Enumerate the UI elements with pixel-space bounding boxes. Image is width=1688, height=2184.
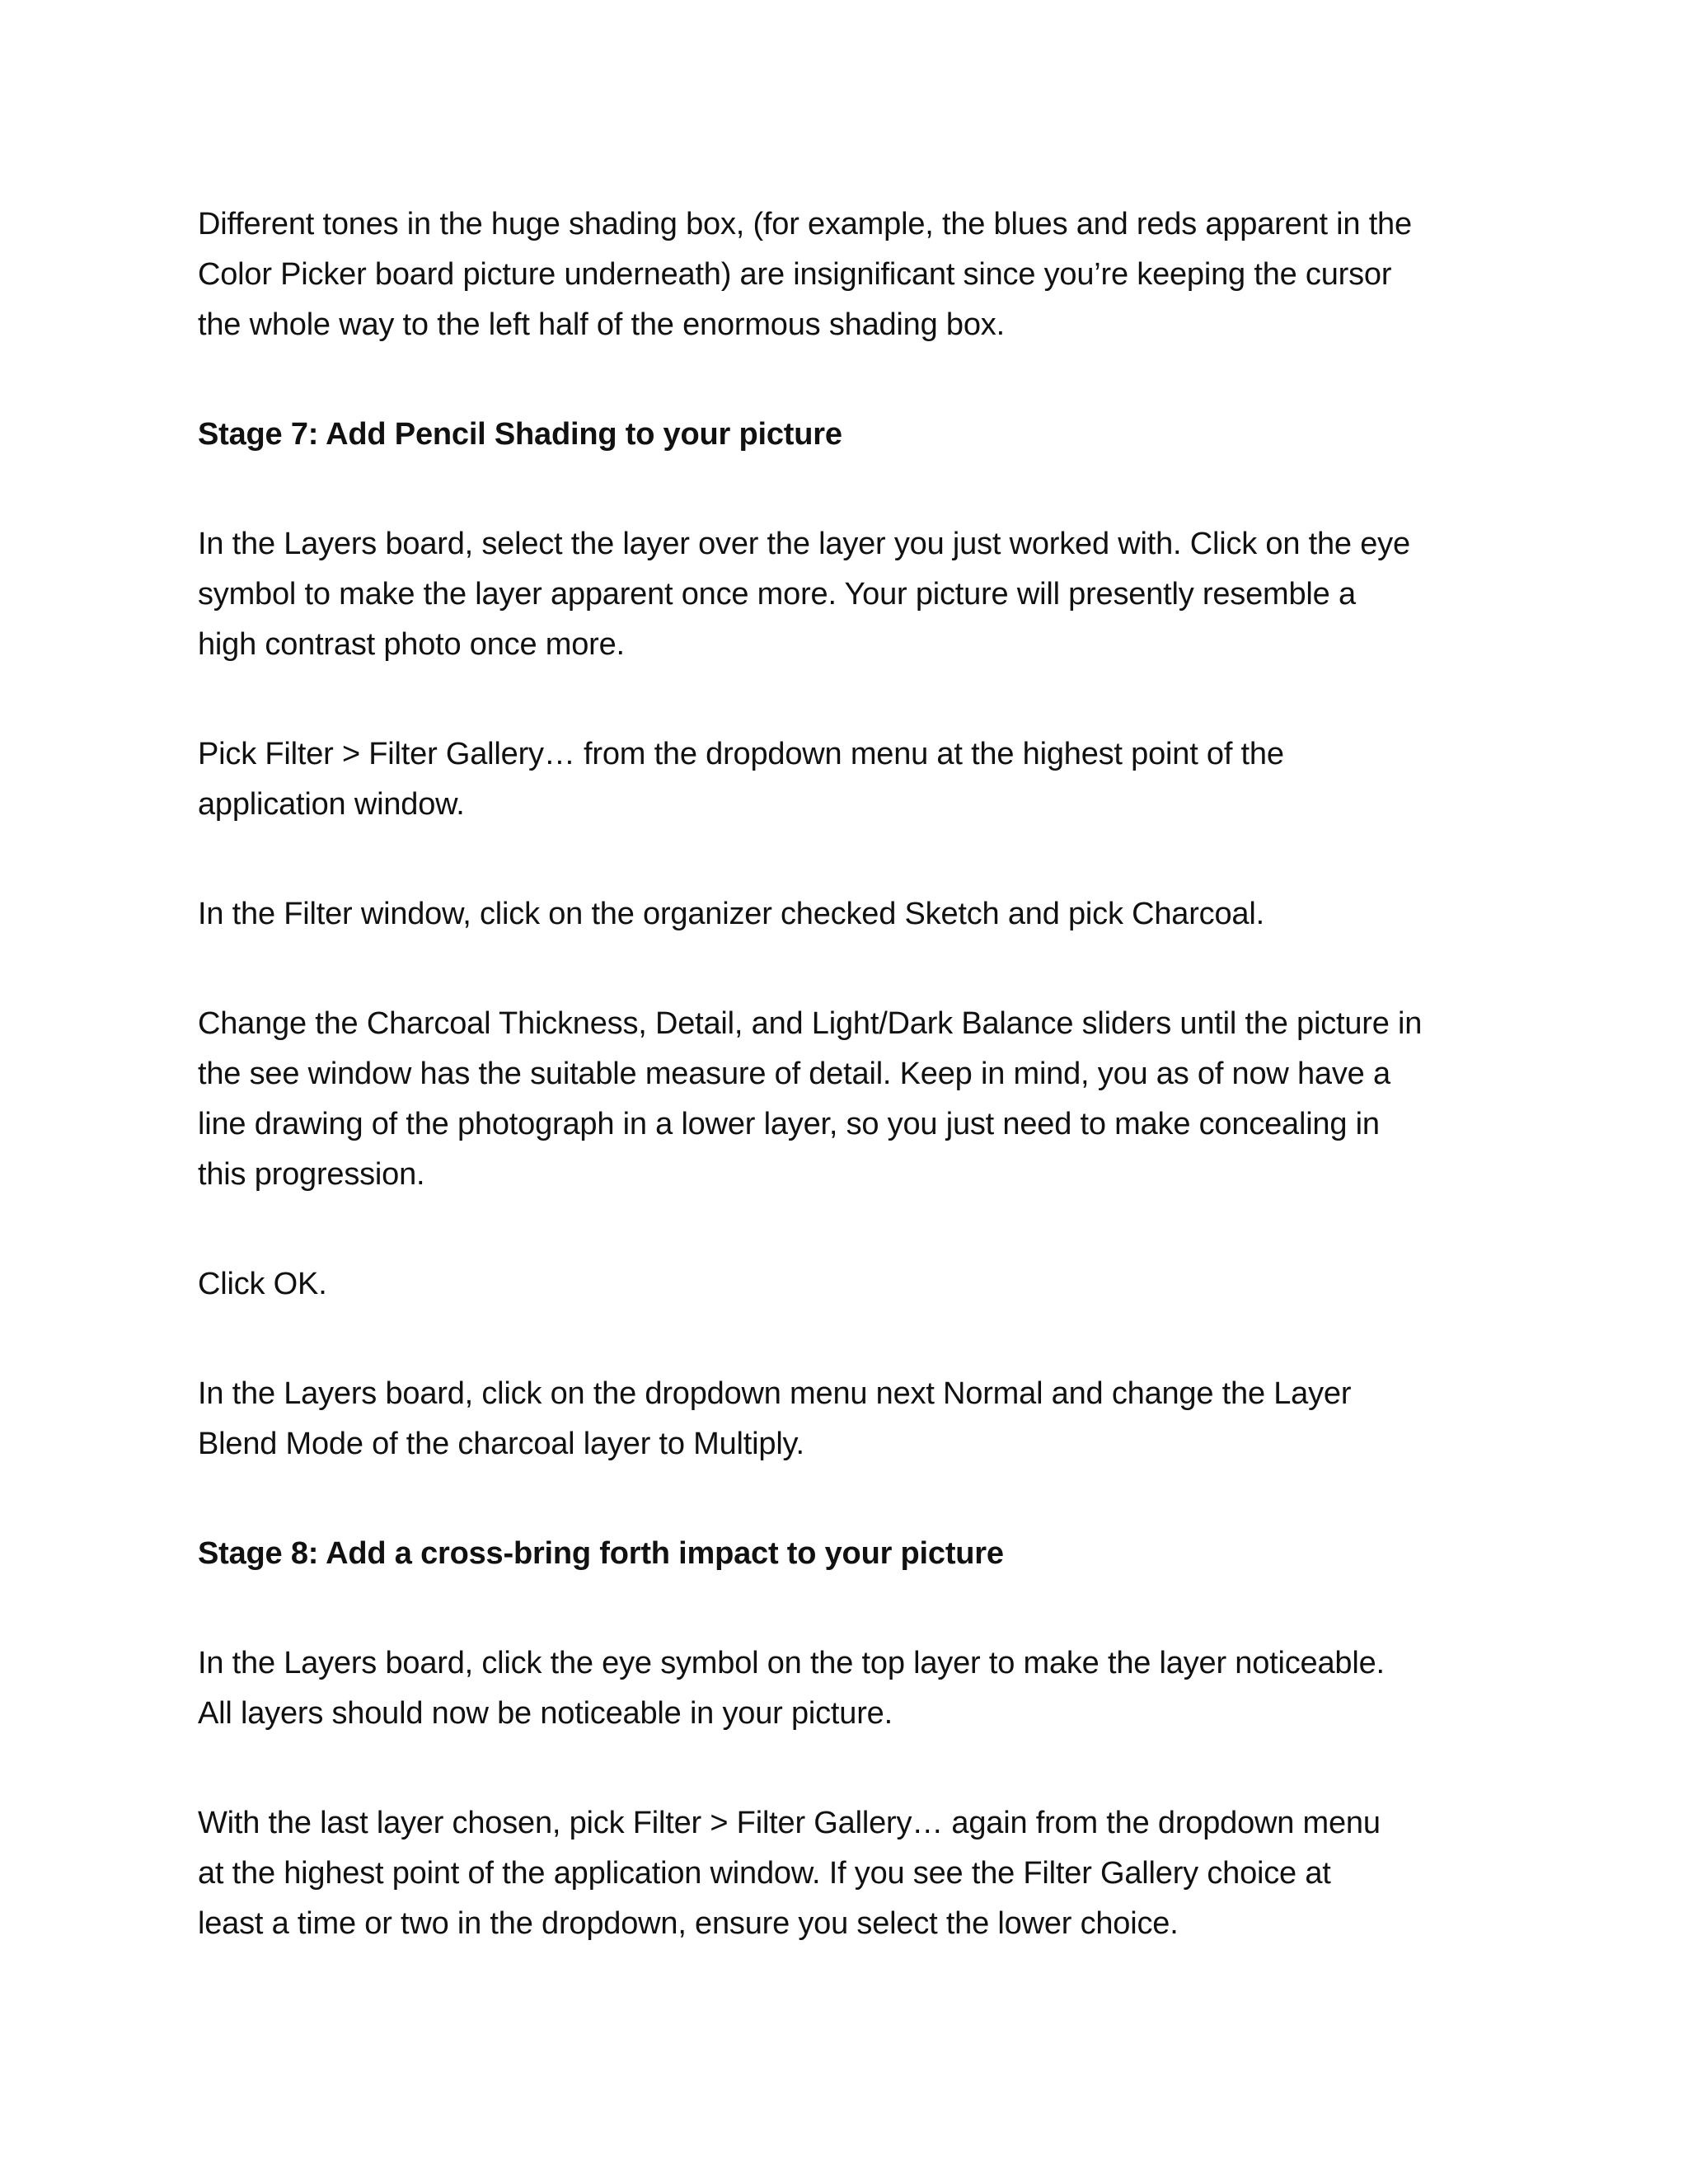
paragraph-charcoal-sliders: Change the Charcoal Thickness, Detail, and Light/Dark Balance sliders until the picture in the see window has the suitable measure of detail. Keep in mind, you as of now have a line drawing of the photograph in a lower layer, so you just need to make concealing in this progression.: [198, 1006, 1423, 1192]
paragraph-click-ok: Click OK.: [198, 1267, 327, 1301]
heading-stage-7: Stage 7: Add Pencil Shading to your picture: [198, 417, 842, 452]
heading-stage-8: Stage 8: Add a cross-bring forth impact to your picture: [198, 1536, 1004, 1571]
paragraph-sketch-charcoal: In the Filter window, click on the organizer checked Sketch and pick Charcoal.: [198, 897, 1264, 931]
paragraph-select-layer: In the Layers board, select the layer over the layer you just worked with. Click on the eye symbol to make the layer apparent once more. Your picture will presently resemble a high contrast photo once more.: [198, 527, 1410, 662]
paragraph-last-layer-filter: With the last layer chosen, pick Filter > Filter Gallery… again from the dropdown menu at the highest point of the application window. If you see the Filter Gallery choice at least a time or two in the dropdown, ensure you select the lower choice.: [198, 1806, 1381, 1941]
paragraph-color-picker-note: Different tones in the huge shading box, (for example, the blues and reds apparent in the Color Picker board picture underneath) are insignificant since you’re keeping the cursor the whole way to the left half of the enormous shading box.: [198, 207, 1412, 342]
paragraph-top-layer-visible: In the Layers board, click the eye symbol on the top layer to make the layer noticeable. All layers should now be noticeable in your picture.: [198, 1646, 1385, 1731]
paragraph-filter-gallery: Pick Filter > Filter Gallery… from the dropdown menu at the highest point of the application window.: [198, 737, 1284, 822]
paragraph-blend-mode: In the Layers board, click on the dropdown menu next Normal and change the Layer Blend Mode of the charcoal layer to Multiply.: [198, 1376, 1352, 1461]
document-body: [198, 199, 1533, 2008]
